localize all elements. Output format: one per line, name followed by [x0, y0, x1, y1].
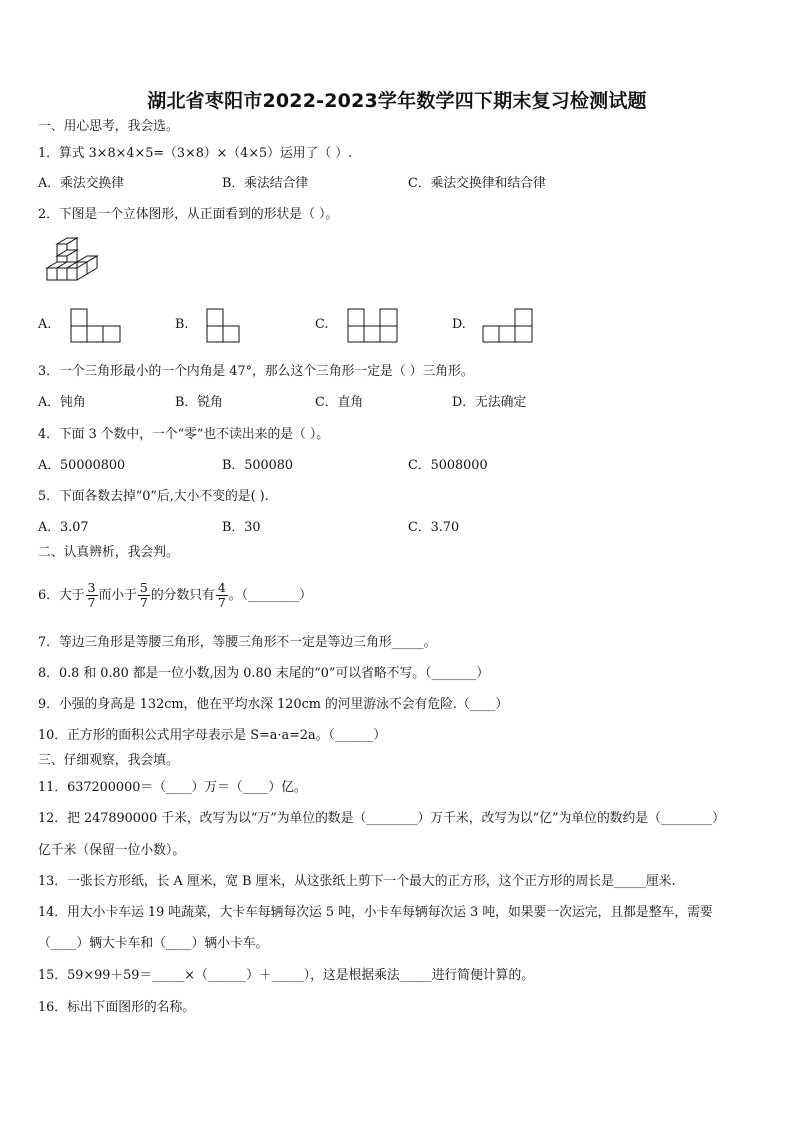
q3-option-b: B．锐角: [175, 395, 223, 410]
question-2: 2．下图是一个立体图形，从正面看到的形状是（ ）。: [38, 207, 339, 222]
q2-option-c: C.: [315, 317, 329, 332]
section-heading-3: 三、仔细观察，我会填。: [38, 753, 179, 768]
question-7: 7．等边三角形是等腰三角形，等腰三角形不一定是等边三角形_____。: [38, 635, 437, 650]
q2-option-d: D.: [452, 317, 466, 332]
section-heading-1: 一、用心思考，我会选。: [38, 119, 179, 134]
question-6: [38, 576, 312, 616]
question-10: 10．正方形的面积公式用字母表示是 S=a·a=2a。（______）: [38, 728, 386, 743]
q2-shape-c: [347, 308, 399, 344]
question-4: 4．下面 3 个数中，一个“零”也不读出来的是（ ）。: [38, 427, 330, 442]
q4-option-b: B．500080: [222, 458, 294, 473]
page-title: 湖北省枣阳市2022-2023学年数学四下期末复习检测试题: [147, 90, 647, 112]
q6-prefix: 6．大于: [38, 588, 85, 603]
cube-figure-3d: [40, 236, 110, 288]
question-3: 3．一个三角形最小的一个内角是 47°，那么这个三角形一定是（ ）三角形。: [38, 364, 474, 379]
question-12-line-2: 亿千米（保留一位小数）。: [38, 843, 186, 858]
q1-option-a: A．乘法交换律: [38, 176, 125, 191]
q6-suffix: 。（________）: [228, 588, 312, 603]
q5-option-a: A．3.07: [38, 520, 89, 535]
fraction-5-7: $\frac{5}{7}$: [139, 580, 148, 610]
question-5: 5．下面各数去掉“0”后,大小不变的是( ).: [38, 489, 269, 504]
question-13: 13．一张长方形纸，长 A 厘米，宽 B 厘米，从这张纸上剪下一个最大的正方形，这个正方形的周长是_____厘米.: [38, 874, 676, 889]
q3-option-a: A．钝角: [38, 395, 86, 410]
q2-option-a: A.: [38, 317, 52, 332]
question-14-line-1: 14．用大小卡车运 19 吨蔬菜，大卡车每辆每次运 5 吨，小卡车每辆每次运 3 吨，如果要一次运完，且都是整车，需要: [38, 905, 713, 920]
question-9: 9．小强的身高是 132cm，他在平均水深 120cm 的河里游泳不会有危险.（____）: [38, 697, 509, 712]
q1-option-c: C．乘法交换律和结合律: [408, 176, 546, 191]
q6-mid: 而小于: [98, 588, 137, 603]
q2-shape-a: [70, 308, 122, 344]
q4-option-c: C．5008000: [408, 458, 488, 473]
fraction-4-7: $\frac{4}{7}$: [217, 580, 226, 610]
q2-shape-b: [206, 308, 242, 344]
q1-option-b: B．乘法结合律: [222, 176, 309, 191]
q3-option-d: D．无法确定: [452, 395, 527, 410]
question-12-line-1: 12．把 247890000 千米，改写为以“万”为单位的数是（________）万千米，改写为以“亿”为单位的数约是（________）: [38, 811, 725, 826]
q5-option-c: C．3.70: [408, 520, 460, 535]
q5-option-b: B．30: [222, 520, 261, 535]
q2-shape-d: [482, 308, 534, 344]
q6-mid2: 的分数只有: [150, 588, 215, 603]
question-8: 8．0.8 和 0.80 都是一位小数,因为 0.80 末尾的“0”可以省略不写。（_______）: [38, 666, 490, 681]
question-14-line-2: （____）辆大卡车和（____）辆小卡车。: [38, 936, 269, 951]
question-11: 11．637200000＝（____）万＝（____）亿。: [38, 780, 307, 795]
q4-option-a: A．50000800: [38, 458, 126, 473]
question-15: 15．59×99＋59＝_____×（______）＋_____），这是根据乘法_____进行简便计算的。: [38, 968, 535, 983]
fraction-3-7: $\frac{3}{7}$: [87, 580, 96, 610]
q2-option-b: B.: [175, 317, 189, 332]
section-heading-2: 二、认真辨析，我会判。: [38, 545, 179, 560]
question-16: 16．标出下面图形的名称。: [38, 1000, 196, 1015]
q3-option-c: C．直角: [315, 395, 364, 410]
question-1: 1．算式 3×8×4×5=（3×8）×（4×5）运用了（ ）.: [38, 146, 353, 161]
